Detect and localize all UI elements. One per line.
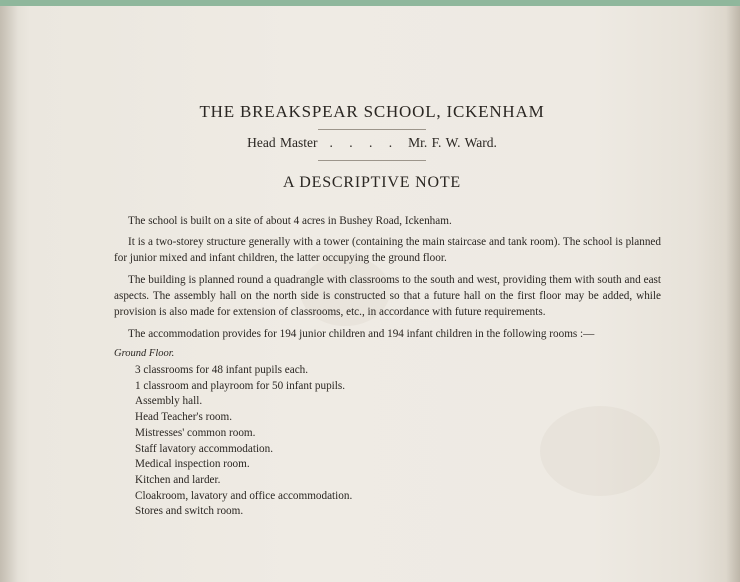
paragraph: The school is built on a site of about 4 acres in Bushey Road, Ickenham. <box>128 215 452 227</box>
paragraph: It is a two-storey structure generally with a tower (containing the main staircase and tank room). The school is planned for junior mixed and infant children, the latter occupying the ground floor. <box>114 236 661 264</box>
list-item: Head Teacher's room. <box>135 411 233 424</box>
document-body <box>114 213 661 520</box>
head-master-name: Mr. F. W. Ward. <box>408 135 497 150</box>
list-item: Mistresses' common room. <box>135 426 256 439</box>
room-list <box>114 363 661 520</box>
list-item: Cloakroom, lavatory and office accommodation. <box>135 489 353 502</box>
list-item: Stores and switch room. <box>135 505 244 518</box>
document-subtitle: A DESCRIPTIVE NOTE <box>283 174 461 191</box>
booklet-spread <box>0 6 740 582</box>
paragraph: The building is planned round a quadrangle with classrooms to the south and west, providing them with south and east aspects. The assembly hall on the north side is constructed so that a future hall on the first floor may be added, while provision is also made for extension of classrooms, etc., in accordance with future requirements. <box>114 274 661 318</box>
document-title: THE BREAKSPEAR SCHOOL, ICKENHAM <box>199 102 545 121</box>
head-master-label: Head Master <box>247 135 318 150</box>
list-item: 3 classrooms for 48 infant pupils each. <box>135 364 309 376</box>
head-master-line <box>62 135 682 151</box>
list-item: 1 classroom and playroom for 50 infant pupils. <box>135 379 346 392</box>
list-item: Medical inspection room. <box>135 458 250 471</box>
paragraph: The accommodation provides for 194 junior children and 194 infant children in the following rooms :— <box>128 328 595 340</box>
list-item: Kitchen and larder. <box>135 473 221 486</box>
divider-rule <box>318 160 426 161</box>
list-item: Staff lavatory accommodation. <box>135 442 274 455</box>
document-page <box>62 53 682 543</box>
list-item: Assembly hall. <box>135 395 203 408</box>
ground-floor-heading: Ground Floor. <box>114 348 175 359</box>
divider-rule <box>318 129 426 130</box>
leader-dots: . . . . <box>329 135 399 150</box>
